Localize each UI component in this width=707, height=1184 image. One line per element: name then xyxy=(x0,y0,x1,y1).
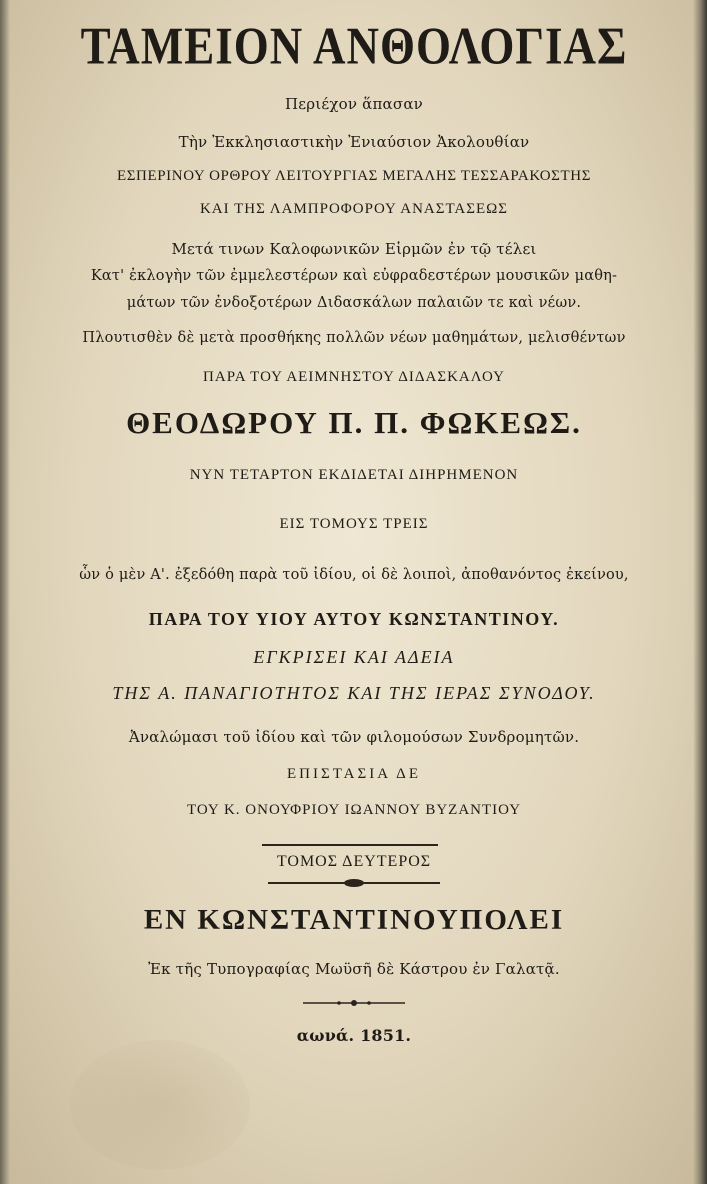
easter-line: ΚΑΙ ΤΗΣ ΛΑΜΠΡΟΦΟΡΟΥ ΑΝΑΣΤΑΣΕΩΣ xyxy=(199,201,509,217)
flourish-icon xyxy=(299,998,409,1008)
publication-date: αωνά. 1851. xyxy=(296,1026,412,1045)
printer-line: Ἐκ τῆς Τυπογραφίας Μωϋσῆ δὲ Κάστρου ἐν Γαλατᾷ. xyxy=(148,960,560,978)
teacher-line: ΠΑΡΑ ΤΟΥ ΑΕΙΜΝΗΣΤΟΥ ΔΙΔΑΣΚΑΛΟΥ xyxy=(203,369,505,385)
paper-stain xyxy=(70,1040,250,1170)
top-rule xyxy=(262,844,438,846)
contents-line: Περιέχον ἅπασαν xyxy=(285,95,423,113)
services-line: ΕΣΠΕΡΙΝΟΥ ΟΡΘΡΟΥ ΛΕΙΤΟΥΡΓΙΑΣ ΜΕΓΑΛΗΣ ΤΕΣΣΑΡΑΚΟΣΤΗΣ xyxy=(116,168,592,184)
synod-line: ΤΗΣ Α. ΠΑΝΑΓΙΟΤΗΤΟΣ ΚΑΙ ΤΗΣ ΙΕΡΑΣ ΣΥΝΟΔΟΥ. xyxy=(112,683,596,703)
son-line: ΠΑΡΑ ΤΟΥ ΥΙΟΥ ΑΥΤΟΥ ΚΩΝΣΤΑΝΤΙΝΟΥ. xyxy=(148,609,560,629)
heirmoi-line: Μετά τινων Καλοφωνικῶν Εἱρμῶν ἐν τῷ τέλει xyxy=(171,240,537,258)
publication-note: ὧν ὁ μὲν Α'. ἐξεδόθη παρὰ τοῦ ἰδίου, οἱ δὲ λοιποὶ, ἀποθανόντος ἐκείνου, xyxy=(79,567,629,583)
volumes-line: ΕΙΣ ΤΟΜΟΥΣ ΤΡΕΙΣ xyxy=(279,516,429,532)
small-ornament xyxy=(18,996,690,1012)
book-title: ΤΑΜΕΙΟΝ ΑΝΘΟΛΟΓΙΑΣ xyxy=(80,16,628,76)
page-edge-shadow xyxy=(693,0,707,1184)
ornament-rule-icon xyxy=(264,877,444,889)
enriched-line: Πλουτισθὲν δὲ μετὰ προσθήκης πολλῶν νέων μαθημάτων, μελισθέντων xyxy=(82,330,626,346)
selection-line: Κατ' ἐκλογὴν τῶν ἐμμελεστέρων καὶ εὐφραδεστέρων μουσικῶν μαθη- xyxy=(90,268,618,284)
supervisor-line: ΤΟΥ Κ. ΟΝΟΥΦΡΙΟΥ ΙΩΑΝΝΟΥ ΒΥΖΑΝΤΙΟΥ xyxy=(186,802,522,818)
volume-label: ΤΟΜΟΣ ΔΕΥΤΕΡΟΣ xyxy=(276,853,432,870)
supervision-line: ΕΠΙΣΤΑΣΙΑ ΔΕ xyxy=(287,766,421,782)
city-line: ΕΝ ΚΩΝΣΤΑΝΤΙΝΟΥΠΟΛΕΙ xyxy=(143,904,565,936)
author-name: ΘΕΟΔΩΡΟΥ Π. Π. ΦΩΚΕΩΣ. xyxy=(126,405,582,440)
edition-line: ΝΥΝ ΤΕΤΑΡΤΟΝ ΕΚΔΙΔΕΤΑΙ ΔΙΗΡΗΜΕΝΟΝ xyxy=(189,467,519,483)
book-spine-shadow xyxy=(0,0,10,1184)
expenses-line: Ἀναλώμασι τοῦ ἰδίου καὶ τῶν φιλομούσων Συνδρομητῶν. xyxy=(128,728,580,746)
approval-line: ΕΓΚΡΙΣΕΙ ΚΑΙ ΑΔΕΙΑ xyxy=(253,647,455,667)
subtitle-line: Τὴν Ἐκκλησιαστικὴν Ἐνιαύσιον Ἀκολουθίαν xyxy=(178,133,530,151)
teachers-line: μάτων τῶν ἐνδοξοτέρων Διδασκάλων παλαιῶν τε καὶ νέων. xyxy=(126,295,582,311)
ornament-divider xyxy=(18,877,690,893)
